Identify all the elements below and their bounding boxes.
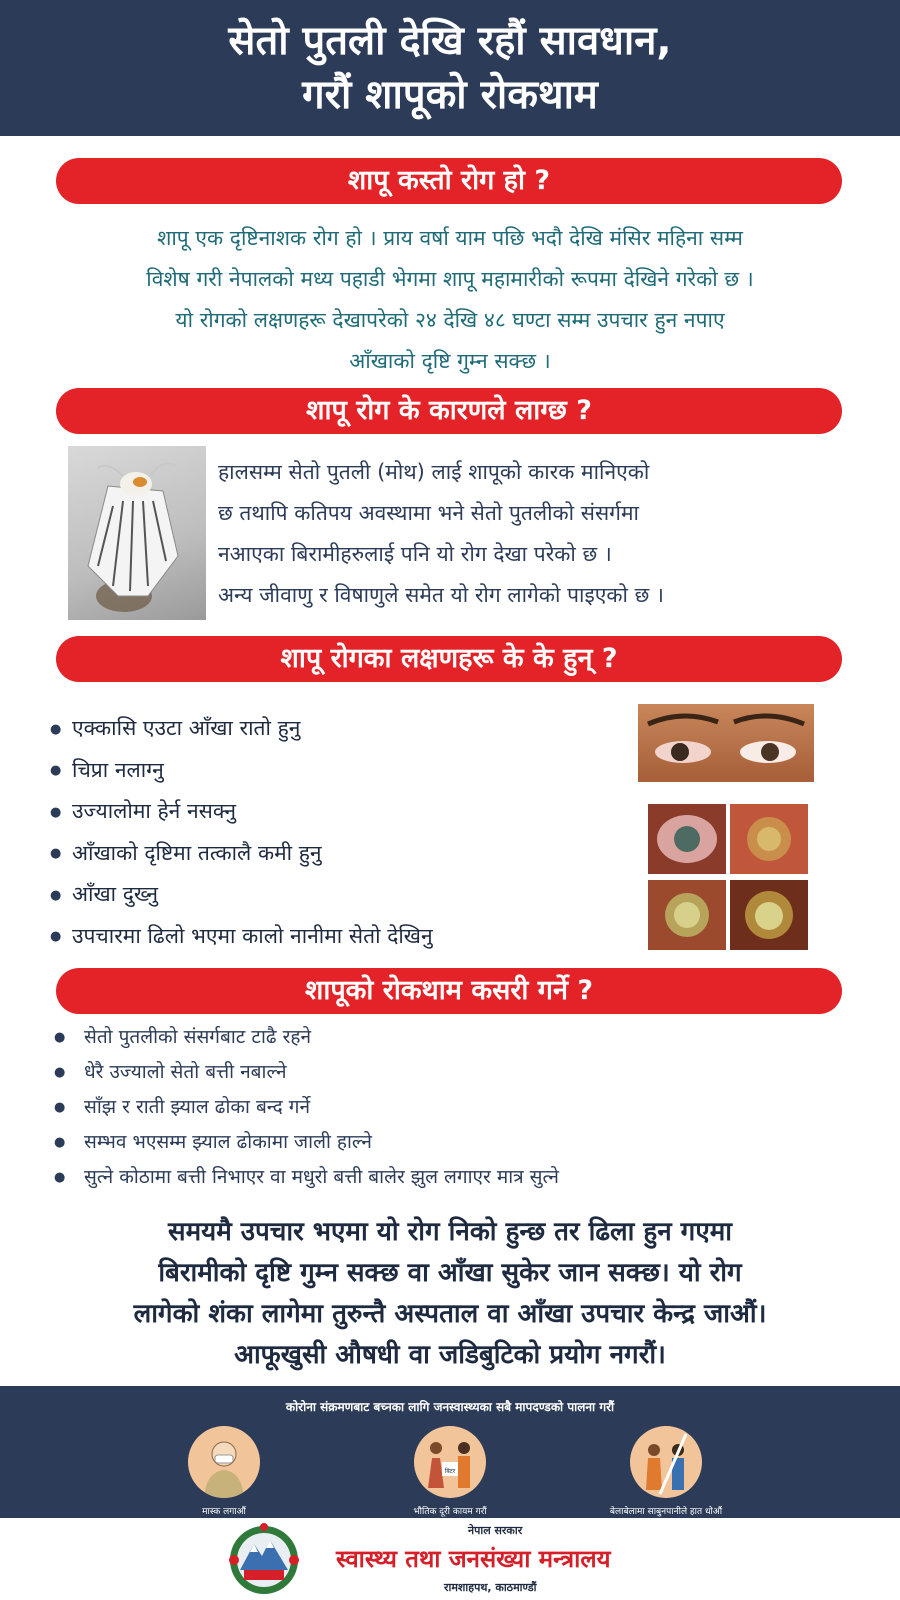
- list-item: ● उज्यालोमा हेर्न नसक्नु: [50, 791, 610, 833]
- list-item: ● सुत्ने कोठामा बत्ती निभाएर वा मधुरो बत्ती बालेर झुल लगाएर मात्र सुत्ने: [54, 1160, 854, 1195]
- disease-line: आँखाको दृष्टि गुम्न सक्छ ।: [349, 349, 551, 373]
- warning-line: समयमै उपचार भएमा यो रोग निको हुन्छ तर ढिला हुन गएमा: [168, 1217, 732, 1247]
- covid-caption: भौतिक दूरी कायम गरौं: [413, 1507, 487, 1517]
- list-item: ● चिप्रा नलाग्नु: [50, 750, 610, 792]
- list-item: ● साँझ र राती झ्याल ढोका बन्द गर्ने: [54, 1090, 854, 1125]
- list-item: ● एक्कासि एउटा आँखा रातो हुनु: [50, 708, 610, 750]
- covid-item-mask: [104, 1426, 344, 1517]
- page-header: [0, 0, 900, 136]
- section-title-disease: शापू कस्तो रोग हो ?: [56, 158, 842, 204]
- covid-item-handwash: [546, 1426, 786, 1517]
- list-item: ● सेतो पुतलीको संसर्गबाट टाढै रहने: [54, 1020, 854, 1055]
- distance-people-icon: [414, 1426, 486, 1498]
- disease-description: [30, 218, 870, 382]
- infected-eye-photo: [648, 880, 726, 950]
- list-item: ● सम्भव भएसम्म झ्याल ढोकामा जाली हाल्ने: [54, 1125, 854, 1160]
- warning-message: [20, 1212, 880, 1376]
- disease-line: विशेष गरी नेपालको मध्य पहाडी भेगमा शापू महामारीको रूपमा देखिने गरेको छ ।: [146, 267, 754, 291]
- section-title-prevention: शापूको रोकथाम कसरी गर्ने ?: [56, 968, 842, 1014]
- mask-person-icon: [188, 1426, 260, 1498]
- cause-line: नआएका बिरामीहरुलाई पनि यो रोग देखा परेको छ ।: [218, 542, 612, 566]
- symptom-list: [50, 708, 610, 957]
- nepal-emblem-logo: [222, 1522, 306, 1598]
- cause-description: [218, 452, 848, 616]
- covid-guidelines-bar: [0, 1386, 900, 1518]
- infected-eye-photo: [730, 804, 808, 874]
- covid-item-distance: [330, 1426, 570, 1517]
- disease-line: यो रोगको लक्षणहरू देखापरेको २४ देखि ४८ घण्टा सम्म उपचार हुन नपाए: [175, 308, 725, 332]
- disease-line: शापू एक दृष्टिनाशक रोग हो । प्राय वर्षा याम पछि भदौ देखि मंसिर महिना सम्म: [157, 226, 743, 250]
- header-line-2: गरौं शापूको रोकथाम: [302, 72, 598, 118]
- infected-eye-photo: [730, 880, 808, 950]
- infected-eye-photo: [648, 804, 726, 874]
- covid-title: कोरोना संक्रमणबाट बच्नका लागि जनस्वास्थ्यका सबै मापदण्डको पालना गरौं: [285, 1400, 615, 1414]
- covid-caption: मास्क लगाऔं: [202, 1507, 246, 1517]
- cause-line: अन्य जीवाणु र विषाणुले समेत यो रोग लागेको पाइएको छ ।: [218, 583, 664, 607]
- prevention-list: [54, 1020, 854, 1195]
- covid-caption: बेलाबेलामा साबुनपानीले हात धोऔं: [609, 1507, 723, 1517]
- list-item: ● उपचारमा ढिलो भएमा कालो नानीमा सेतो देखिनु: [50, 916, 610, 958]
- warning-line: बिरामीको दृष्टि गुम्न सक्छ वा आँखा सुकेर जान सक्छ। यो रोग: [158, 1258, 742, 1288]
- section-title-cause: शापू रोग के कारणले लाग्छ ?: [56, 388, 842, 434]
- red-eyes-photo: [638, 704, 814, 782]
- cause-line: छ तथापि कतिपय अवस्थामा भने सेतो पुतलीको संसर्गमा: [218, 501, 639, 525]
- list-item: ● आँखाको दृष्टिमा तत्कालै कमी हुनु: [50, 833, 610, 875]
- section-title-symptoms: शापू रोगका लक्षणहरू के के हुन् ?: [56, 636, 842, 682]
- ministry-footer: [0, 1518, 900, 1600]
- header-line-1: सेतो पुतली देखि रहौं सावधान,: [228, 18, 672, 64]
- white-moth-photo: [68, 446, 206, 620]
- list-item: ● धेरै उज्यालो सेतो बत्ती नबाल्ने: [54, 1055, 854, 1090]
- cause-line: हालसम्म सेतो पुतली (मोथ) लाई शापूको कारक मानिएको: [218, 460, 650, 484]
- ministry-address: रामशाहपथ, काठमाण्डौं: [444, 1581, 537, 1594]
- warning-line: लागेको शंका लागेमा तुरुन्तै अस्पताल वा आँखा उपचार केन्द्र जाऔं।: [133, 1299, 767, 1329]
- distance-sign-text: बिटर: [444, 1468, 456, 1475]
- ministry-name: स्वास्थ्य तथा जनसंख्या मन्त्रालय: [336, 1545, 611, 1573]
- handwash-icon: [630, 1426, 702, 1498]
- list-item: ● आँखा दुख्नु: [50, 874, 610, 916]
- government-label: नेपाल सरकार: [468, 1524, 523, 1537]
- warning-line: आफूखुसी औषधी वा जडिबुटिको प्रयोग नगरौं।: [234, 1340, 666, 1370]
